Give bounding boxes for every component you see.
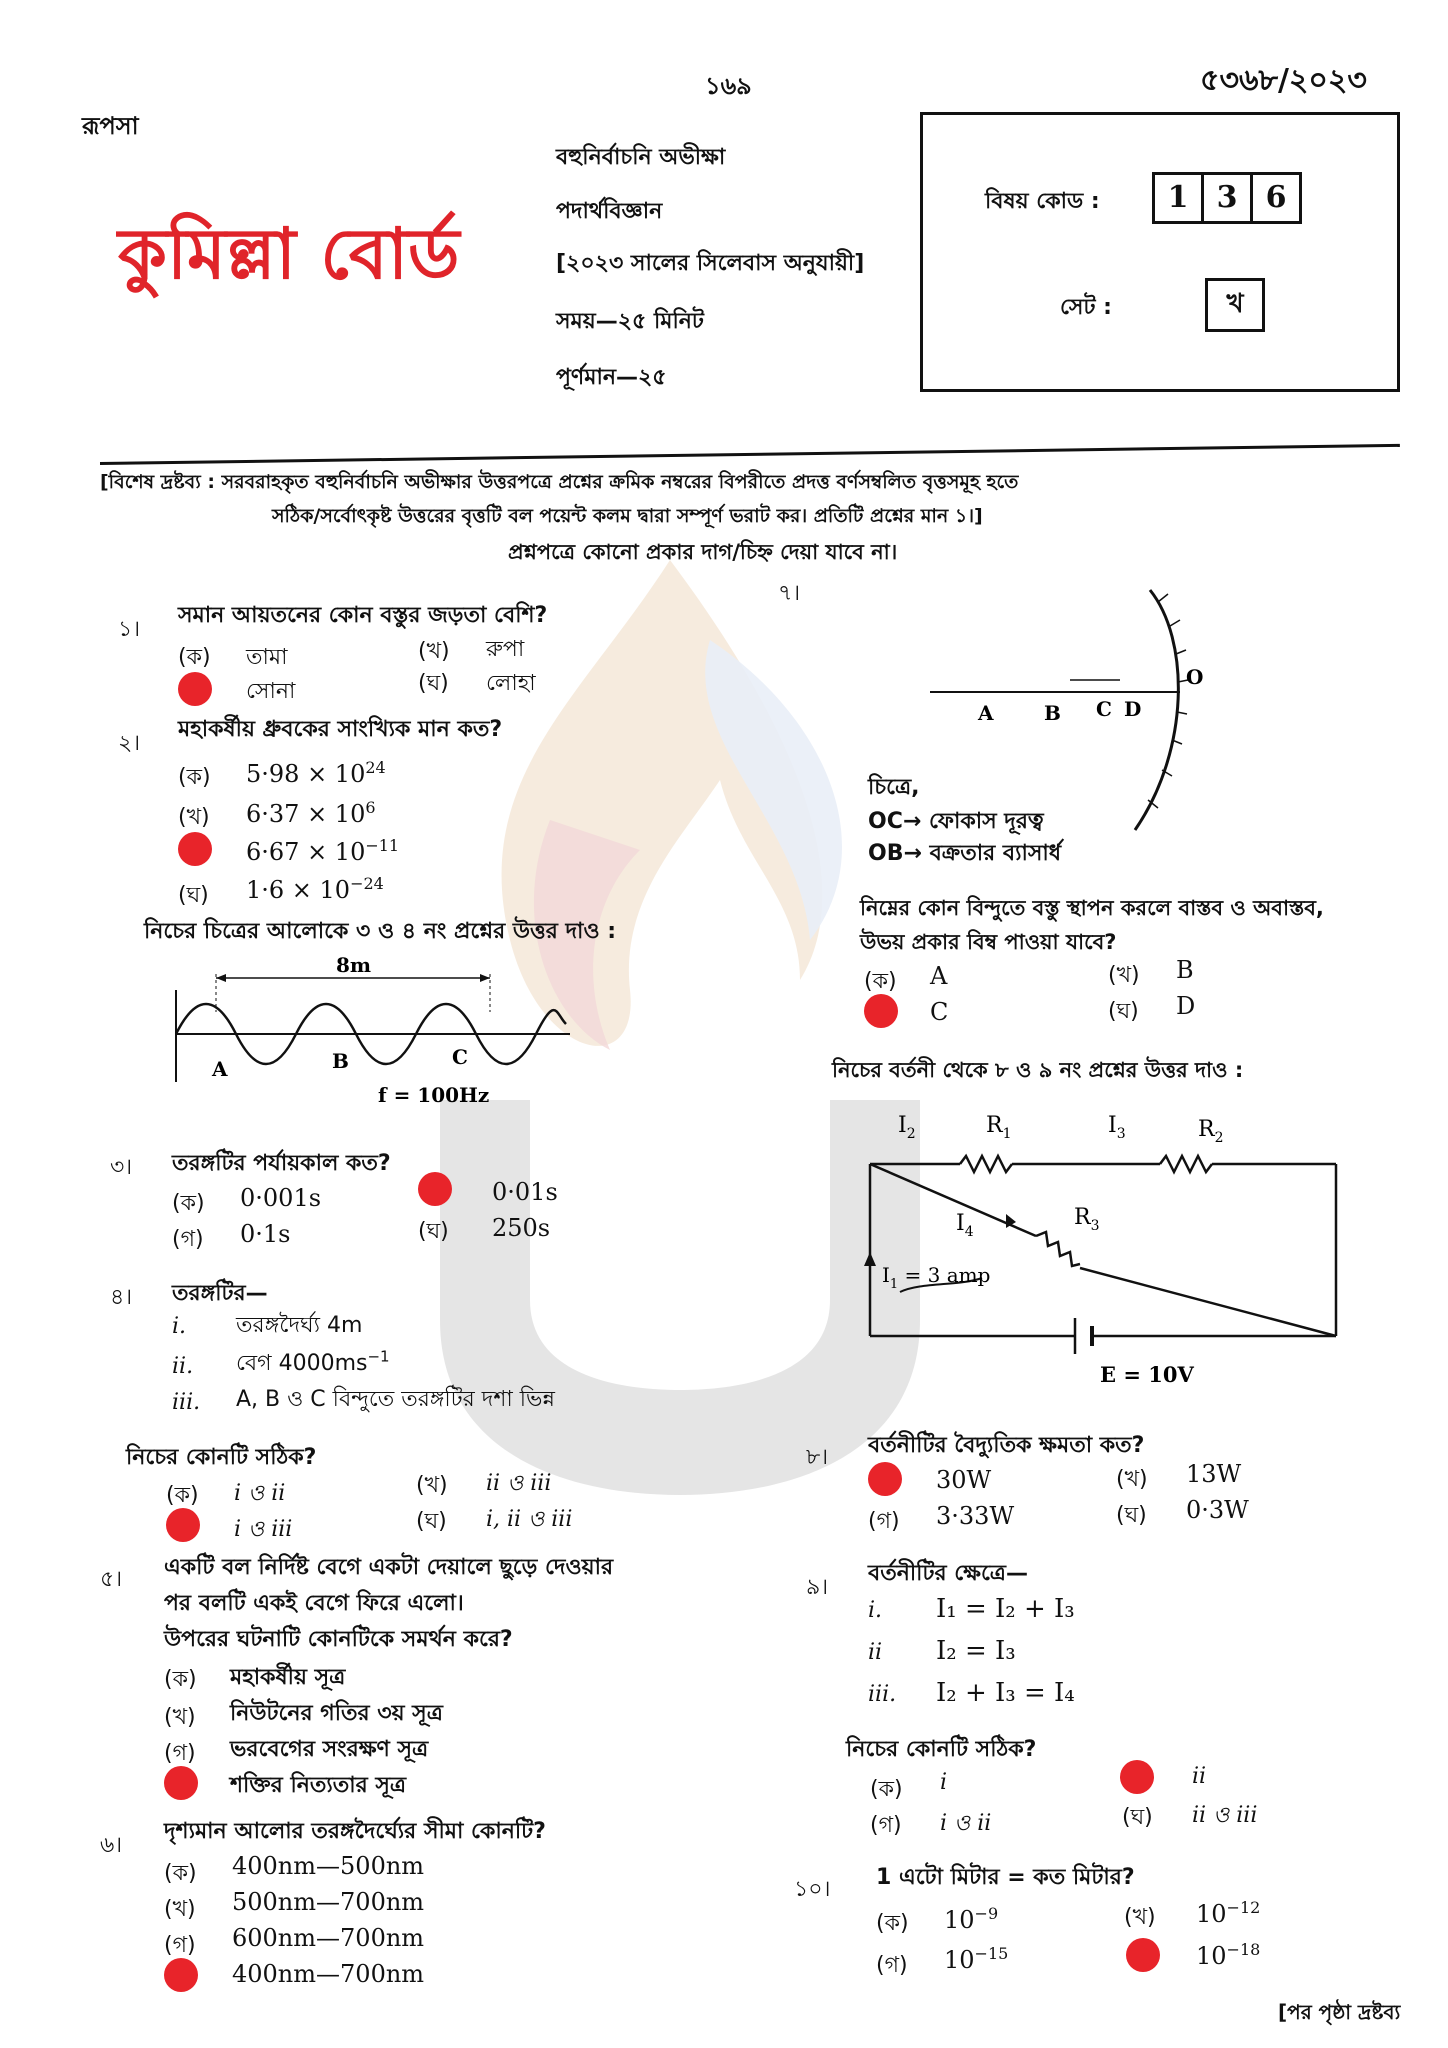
q4-option-d-label: (ঘ) [416,1509,447,1534]
q6-option-a: 400nm—500nm [232,1852,425,1880]
q2-option-d: $1\cdot 6 \times 10^{-24}$ [246,874,384,904]
q7-option-d: D [1176,992,1196,1020]
exam-type: বহুনির্বাচনি অভীক্ষা [556,145,726,170]
q1-number: ১। [118,617,141,642]
wave-intro: নিচের চিত্রের আলোকে ৩ ও ৪ নং প্রশ্নের উত্তর দাও : [144,919,617,944]
wave-length-label: 8m [336,954,372,977]
q9-option-a: i [940,1770,948,1795]
q6-option-c-label: (গ) [164,1933,196,1958]
circuit-i2-label: $I_2$ [898,1113,916,1142]
mirror-point-o: O [1186,665,1204,689]
q10-number: ১০। [794,1877,831,1902]
wave-diagram [160,954,580,1114]
circuit-i3-label: $I_3$ [1108,1113,1126,1142]
q7-text-2: উভয় প্রকার বিম্ব পাওয়া যাবে? [860,930,1117,954]
q4-option-b: ii ও iii [486,1471,552,1496]
q5-option-c-label: (গ) [164,1741,196,1766]
q7-option-b-label: (খ) [1108,963,1140,988]
subject-code-label: বিষয় কোড : [985,189,1100,214]
q5-option-c: ভরবেগের সংরক্ষণ সূত্র [230,1737,429,1762]
q2-text: মহাকর্ষীয় ধ্রুবকের সাংখ্যিক মান কত? [178,717,503,742]
header-divider [100,444,1400,465]
subject-code-digit: 1 [1152,172,1204,224]
q3-number: ৩। [110,1155,133,1180]
exam-time: সময়—২৫ মিনিট [556,309,704,334]
q1-option-d-label: (ঘ) [418,671,449,696]
q2-option-b-label: (খ) [178,805,210,830]
q1-option-b: রুপা [486,637,525,662]
subject-code-digit: 3 [1201,172,1253,224]
q6-option-b-label: (খ) [164,1897,196,1922]
mirror-point-a: A [978,701,994,725]
q9-option-b: ii [1192,1764,1207,1789]
q5-option-a-label: (ক) [164,1667,197,1692]
q3-option-d-label: (ঘ) [418,1219,449,1244]
answer-marker [178,672,212,706]
answer-marker [864,994,898,1028]
document-code: ৫৩৬৮/২০২৩ [1200,63,1367,98]
q10-option-d: $10^{-18}$ [1196,1940,1261,1970]
q2-option-a: $5\cdot 98 \times 10^{24}$ [246,758,386,788]
q9-option-c-label: (গ) [870,1813,902,1838]
mirror-point-c: C [1096,697,1112,721]
q4-option-c: i ও iii [234,1517,293,1542]
q7-number: ৭। [778,581,801,606]
q4-item-i: তরঙ্গদৈর্ঘ্য 4m [236,1313,363,1338]
q4-ask: নিচের কোনটি সঠিক? [126,1445,317,1470]
circuit-r2-label: $R_2$ [1198,1117,1224,1146]
q8-text: বর্তনীটির বৈদ্যুতিক ক্ষমতা কত? [868,1433,1145,1458]
q5-option-b-label: (খ) [164,1705,196,1730]
q10-option-a-label: (ক) [876,1911,909,1936]
wave-point-a: A [212,1057,228,1081]
q2-option-c: $6\cdot 67 \times 10^{-11}$ [246,836,400,866]
q4-option-a-label: (ক) [166,1483,199,1508]
answer-marker [164,1766,198,1800]
q5-line-3: উপরের ঘটনাটি কোনটিকে সমর্থন করে? [164,1627,513,1652]
mirror-point-b: B [1044,701,1061,725]
q2-option-d-label: (ঘ) [178,883,209,908]
publisher-label: রূপসা [82,112,139,140]
q4-option-d: i, ii ও iii [486,1507,573,1532]
q8-option-c: 3·33W [936,1502,1015,1530]
circuit-intro: নিচের বর্তনী থেকে ৮ ও ৯ নং প্রশ্নের উত্তর দাও : [832,1058,1244,1082]
q4-option-b-label: (খ) [416,1473,448,1498]
set-value: খ [1205,278,1265,332]
q10-option-b-label: (খ) [1124,1905,1156,1930]
q1-text: সমান আয়তনের কোন বস্তুর জড়তা বেশি? [178,603,548,628]
q3-option-b: 0·01s [492,1178,558,1206]
q7-text-1: নিম্নের কোন বিন্দুতে বস্তু স্থাপন করলে বাস্তব ও অবাস্তব, [860,896,1324,920]
q8-option-c-label: (গ) [868,1509,900,1534]
q7-option-a: A [930,962,948,990]
q9-text: বর্তনীটির ক্ষেত্রে— [868,1561,1028,1586]
q10-text: 1 এটো মিটার = কত মিটার? [876,1865,1135,1890]
q5-line-2: পর বলটি একই বেগে ফিরে এলো। [164,1591,464,1616]
q3-option-d: 250s [492,1214,551,1242]
wave-point-b: B [332,1049,349,1073]
page-number: ১৬৯ [705,72,752,100]
q8-option-b-label: (খ) [1116,1467,1148,1492]
circuit-diagram [860,1102,1340,1392]
q9-number: ৯। [806,1575,829,1600]
q3-option-a-label: (ক) [172,1191,205,1216]
circuit-r1-label: $R_1$ [986,1113,1012,1142]
q8-number: ৮। [806,1445,829,1470]
q8-option-b: 13W [1186,1460,1242,1488]
q9-ask: নিচের কোনটি সঠিক? [846,1737,1037,1762]
q4-item-iii: A, B ও C বিন্দুতে তরঙ্গটির দশা ভিন্ন [236,1387,555,1412]
q8-option-a: 30W [936,1466,992,1494]
q4-item-iii-label: iii. [172,1390,201,1415]
q6-option-b: 500nm—700nm [232,1888,425,1916]
q4-option-a: i ও ii [234,1481,286,1506]
q7-option-b: B [1176,956,1194,984]
q6-option-a-label: (ক) [164,1861,197,1886]
circuit-emf-label: E = 10V [1100,1362,1194,1387]
answer-marker [868,1462,902,1496]
code-box [920,112,1400,392]
q6-option-c: 600nm—700nm [232,1924,425,1952]
instruction-line-1: [বিশেষ দ্রষ্টব্য : সরবরাহকৃত বহুনির্বাচনি অভীক্ষার উত্তরপত্রে প্রশ্নের ক্রমিক নম্বরের বিপরীতে প্রদত্ত বর্ণসম্বলিত বৃত্তসমূহ হতে [100,471,1019,493]
q5-line-1: একটি বল নির্দিষ্ট বেগে একটা দেয়ালে ছুড়ে দেওয়ার [164,1555,614,1580]
q2-option-b: $6\cdot 37 \times 10^6$ [246,798,376,828]
q9-item-iii-label: iii. [868,1682,897,1707]
q4-number: ৪। [110,1285,133,1310]
answer-marker [166,1508,200,1542]
q4-item-ii: বেগ $4000ms^{-1}$ [236,1347,390,1376]
q9-item-ii-label: ii [868,1640,883,1665]
answer-marker [418,1172,452,1206]
subject-name: পদার্থবিজ্ঞান [556,199,663,224]
syllabus-note: [২০২৩ সালের সিলেবাস অনুযায়ী] [556,251,865,276]
mirror-point-d: D [1124,697,1142,721]
circuit-i1-label: $I_1 = 3$ amp [882,1263,991,1292]
q9-option-a-label: (ক) [870,1777,903,1802]
q3-option-a: 0·001s [240,1184,322,1212]
circuit-i4-label: $I_4$ [956,1211,974,1240]
q9-item-i-label: i. [868,1598,883,1623]
q10-option-c: $10^{-15}$ [944,1944,1009,1974]
wave-point-c: C [452,1045,468,1069]
q9-item-ii: I₂ = I₃ [936,1636,1016,1666]
q8-option-d: 0·3W [1186,1496,1249,1524]
q6-text: দৃশ্যমান আলোর তরঙ্গদৈর্ঘ্যের সীমা কোনটি? [164,1819,546,1844]
q1-option-c: সোনা [246,679,296,704]
q3-text: তরঙ্গটির পর্যায়কাল কত? [172,1151,391,1176]
q1-option-a-label: (ক) [178,645,211,670]
instruction-line-3: প্রশ্নপত্রে কোনো প্রকার দাগ/চিহ্ন দেয়া যাবে না। [508,540,898,564]
q3-option-c-label: (গ) [172,1227,204,1252]
q4-text: তরঙ্গটির— [172,1281,268,1306]
q9-option-d-label: (ঘ) [1122,1805,1153,1830]
q6-number: ৬। [100,1833,123,1858]
q1-option-b-label: (খ) [418,639,450,664]
answer-marker [1126,1938,1160,1972]
q4-item-i-label: i. [172,1314,187,1339]
q9-option-c: i ও ii [940,1811,992,1836]
q7-caption-3: OB→ বক্রতার ব্যাসার্ধ [868,841,1062,866]
q2-number: ২। [118,731,141,756]
q7-option-c: C [930,998,949,1026]
q7-caption-2: OC→ ফোকাস দূরত্ব [868,809,1044,834]
q6-option-d: 400nm—700nm [232,1960,425,1988]
q1-option-d: লোহা [486,671,536,696]
answer-marker [164,1958,198,1992]
q1-option-a: তামা [246,645,288,670]
q5-number: ৫। [100,1567,123,1592]
answer-marker [178,832,212,866]
subject-code-digit: 6 [1250,172,1302,224]
set-label: সেট : [1060,295,1112,320]
q9-item-i: I₁ = I₂ + I₃ [936,1594,1075,1624]
q3-option-c: 0·1s [240,1220,291,1248]
q7-caption-1: চিত্রে, [868,775,920,800]
q2-option-a-label: (ক) [178,765,211,790]
board-title: কুমিল্লা বোর্ড [118,213,460,295]
q10-option-a: $10^{-9}$ [944,1904,999,1934]
q9-item-iii: I₂ + I₃ = I₄ [936,1678,1075,1708]
q7-option-a-label: (ক) [864,969,897,994]
q5-option-b: নিউটনের গতির ৩য় সূত্র [230,1701,443,1726]
answer-marker [1120,1760,1154,1794]
full-marks: পূর্ণমান—২৫ [556,365,667,390]
q7-option-d-label: (ঘ) [1108,999,1139,1024]
q5-option-d: শক্তির নিত্যতার সূত্র [230,1773,407,1798]
q10-option-c-label: (গ) [876,1953,908,1978]
footer-note: [পর পৃষ্ঠা দ্রষ্টব্য [1278,2000,1401,2024]
circuit-r3-label: $R_3$ [1074,1205,1100,1234]
q5-option-a: মহাকর্ষীয় সূত্র [230,1665,346,1690]
q4-item-ii-label: ii. [172,1354,194,1379]
q8-option-d-label: (ঘ) [1116,1503,1147,1528]
q10-option-b: $10^{-12}$ [1196,1898,1261,1928]
instruction-line-2: সঠিক/সর্বোৎকৃষ্ট উত্তরের বৃত্তটি বল পয়েন্ট কলম দ্বারা সম্পূর্ণ ভরাট কর। প্রতিটি প্রশ্নের মান ১।] [272,505,983,527]
q9-option-d: ii ও iii [1192,1803,1258,1828]
wave-frequency: f = 100Hz [378,1083,490,1107]
